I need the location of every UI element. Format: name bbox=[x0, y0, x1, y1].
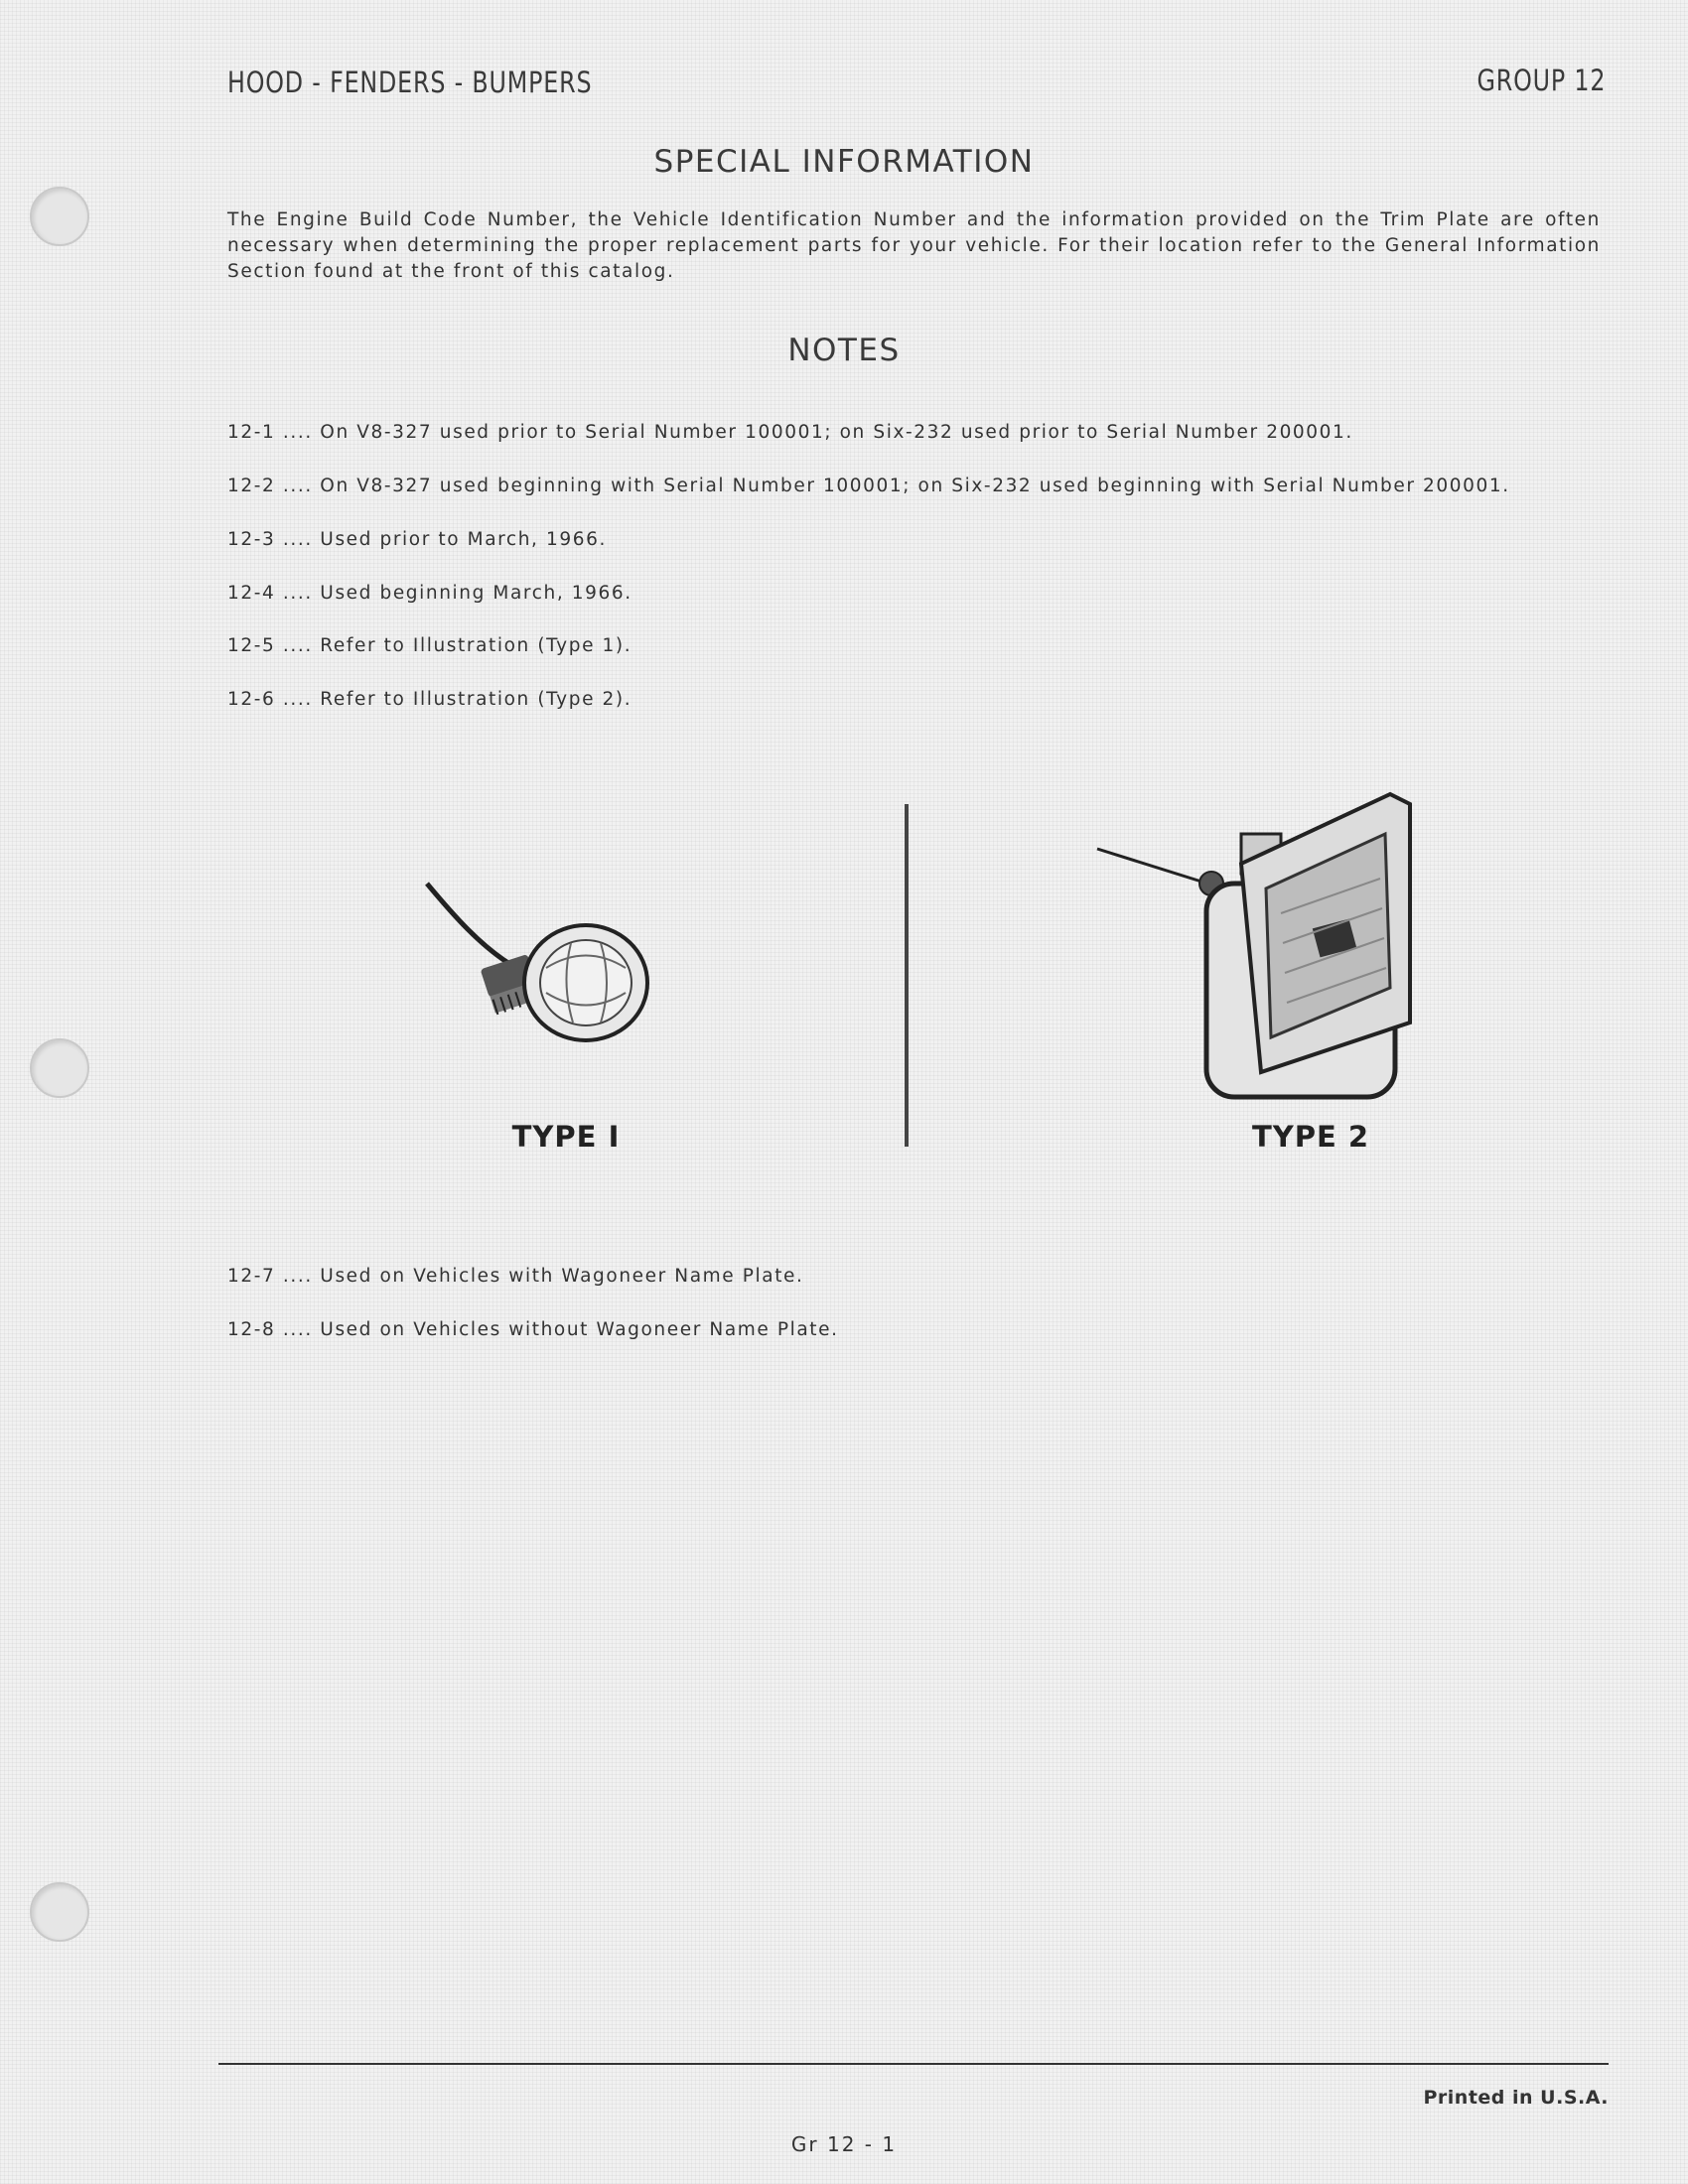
note-item bbox=[227, 635, 632, 656]
note-number: 12-5 bbox=[227, 635, 276, 656]
note-text: Used prior to March, 1966. bbox=[320, 529, 607, 550]
note-number: 12-4 bbox=[227, 583, 276, 604]
binder-hole-top bbox=[30, 187, 89, 246]
type2-label: TYPE 2 bbox=[1251, 1120, 1370, 1154]
note-number: 12-8 bbox=[227, 1319, 276, 1340]
note-leader: .... bbox=[282, 476, 313, 496]
note-text: Refer to Illustration (Type 1). bbox=[320, 635, 633, 656]
note-leader: .... bbox=[282, 1266, 313, 1287]
type2-light-illustration bbox=[1092, 774, 1430, 1102]
note-leader: .... bbox=[282, 689, 313, 710]
note-item bbox=[227, 476, 1510, 496]
note-item bbox=[227, 529, 607, 550]
footer-rule bbox=[218, 2063, 1609, 2065]
header-group-number: GROUP 12 bbox=[1477, 64, 1606, 97]
type1-label: TYPE I bbox=[511, 1120, 621, 1154]
note-item bbox=[227, 689, 632, 710]
special-information-title: SPECIAL INFORMATION bbox=[653, 144, 1035, 180]
note-item bbox=[227, 583, 633, 604]
note-item bbox=[227, 422, 1353, 443]
note-text: Used beginning March, 1966. bbox=[320, 583, 633, 604]
note-leader: .... bbox=[282, 1319, 313, 1340]
note-text: Refer to Illustration (Type 2). bbox=[320, 689, 633, 710]
note-leader: .... bbox=[282, 635, 313, 656]
note-leader: .... bbox=[282, 422, 313, 443]
special-information-text: The Engine Build Code Number, the Vehicle Identification Number and the information provided on the Trim Plate are often necessary when determining the proper replacement parts for your vehicle. For their location refer to the General Information Section found at the front of this catalog. bbox=[227, 209, 1601, 282]
illustration-divider bbox=[905, 804, 909, 1147]
note-number: 12-1 bbox=[227, 422, 276, 443]
note-number: 12-2 bbox=[227, 476, 276, 496]
note-text: On V8-327 used prior to Serial Number 100001; on Six-232 used prior to Serial Number 200001. bbox=[320, 422, 1353, 443]
note-number: 12-3 bbox=[227, 529, 276, 550]
note-text: Used on Vehicles with Wagoneer Name Plate. bbox=[320, 1266, 804, 1287]
note-number: 12-7 bbox=[227, 1266, 276, 1287]
note-text: On V8-327 used beginning with Serial Number 100001; on Six-232 used beginning with Serial Number 200001. bbox=[320, 476, 1510, 496]
header-section-title: HOOD - FENDERS - BUMPERS bbox=[227, 66, 593, 99]
printed-in-label: Printed in U.S.A. bbox=[1423, 2087, 1609, 2109]
note-item bbox=[227, 1266, 804, 1287]
binder-hole-bottom bbox=[30, 1882, 89, 1942]
binder-hole-middle bbox=[30, 1038, 89, 1098]
note-number: 12-6 bbox=[227, 689, 276, 710]
note-item bbox=[227, 1319, 839, 1340]
note-text: Used on Vehicles without Wagoneer Name Plate. bbox=[320, 1319, 839, 1340]
note-leader: .... bbox=[282, 529, 313, 550]
note-leader: .... bbox=[282, 583, 313, 604]
page-number: Gr 12 - 1 bbox=[790, 2132, 898, 2156]
notes-title: NOTES bbox=[787, 333, 901, 368]
type1-light-illustration bbox=[422, 874, 680, 1072]
